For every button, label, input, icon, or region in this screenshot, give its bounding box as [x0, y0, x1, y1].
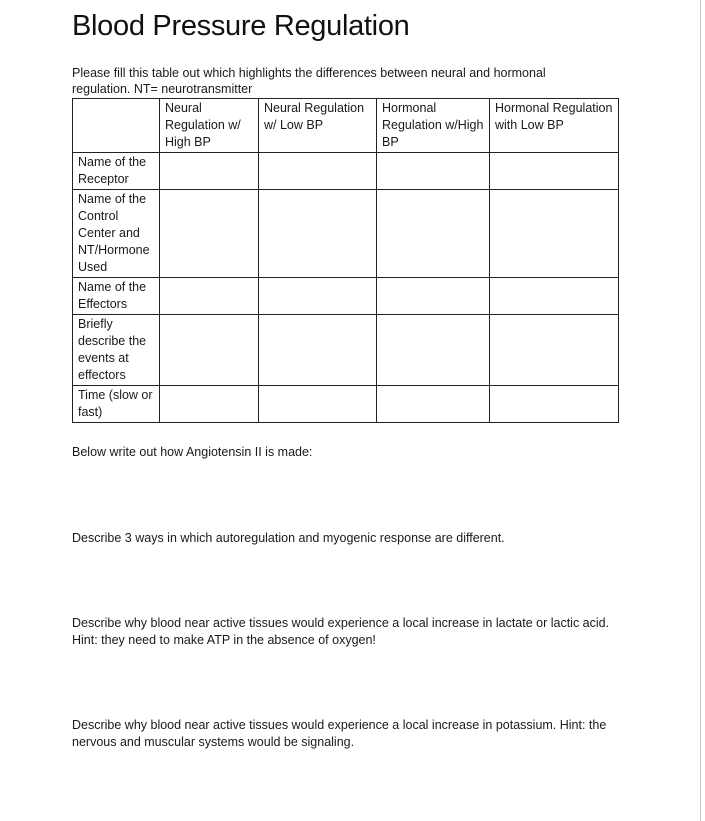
table-row: [73, 315, 619, 386]
row-label: Name of the Control Center and NT/Hormone Used: [73, 190, 160, 278]
answer-cell[interactable]: [377, 153, 490, 190]
table-header-row: [73, 99, 619, 153]
answer-cell[interactable]: [490, 190, 619, 278]
row-label: Briefly describe the events at effectors: [73, 315, 160, 386]
row-label: Time (slow or fast): [73, 386, 160, 423]
answer-cell[interactable]: [259, 386, 377, 423]
header-hormonal-high-bp: Hormonal Regulation w/High BP: [377, 99, 490, 153]
answer-cell[interactable]: [259, 153, 377, 190]
regulation-table: [72, 98, 619, 423]
question-autoregulation: Describe 3 ways in which autoregulation and myogenic response are different.: [72, 531, 505, 545]
answer-cell[interactable]: [490, 153, 619, 190]
answer-cell[interactable]: [377, 190, 490, 278]
answer-cell[interactable]: [160, 278, 259, 315]
row-label: Name of the Effectors: [73, 278, 160, 315]
table-row: [73, 278, 619, 315]
question-potassium: Describe why blood near active tissues would experience a local increase in potassium. Hint: the nervous and muscular systems would be signaling.: [72, 718, 607, 749]
answer-cell[interactable]: [259, 278, 377, 315]
header-neural-high-bp: Neural Regulation w/ High BP: [160, 99, 259, 153]
page-title: Blood Pressure Regulation: [72, 10, 410, 42]
answer-cell[interactable]: [160, 315, 259, 386]
question-lactate: Describe why blood near active tissues would experience a local increase in lactate or lactic acid. Hint: they need to make ATP in the absence of oxygen!: [72, 616, 610, 647]
answer-cell[interactable]: [377, 386, 490, 423]
answer-cell[interactable]: [490, 315, 619, 386]
intro-text: Please fill this table out which highlights the differences between neural and hormonal regulation. NT= neurotransmitter: [72, 66, 546, 96]
answer-cell[interactable]: [377, 278, 490, 315]
question-angiotensin: Below write out how Angiotensin II is made:: [72, 445, 313, 459]
answer-cell[interactable]: [490, 278, 619, 315]
row-label: Name of the Receptor: [73, 153, 160, 190]
answer-cell[interactable]: [490, 386, 619, 423]
header-hormonal-low-bp: Hormonal Regulation with Low BP: [490, 99, 619, 153]
table-row: [73, 153, 619, 190]
answer-cell[interactable]: [259, 190, 377, 278]
answer-cell[interactable]: [377, 315, 490, 386]
header-corner: [73, 99, 160, 153]
header-neural-low-bp: Neural Regulation w/ Low BP: [259, 99, 377, 153]
table-row: [73, 386, 619, 423]
table-row: [73, 190, 619, 278]
answer-cell[interactable]: [160, 190, 259, 278]
answer-cell[interactable]: [160, 386, 259, 423]
answer-cell[interactable]: [259, 315, 377, 386]
answer-cell[interactable]: [160, 153, 259, 190]
page-edge: [700, 0, 701, 821]
